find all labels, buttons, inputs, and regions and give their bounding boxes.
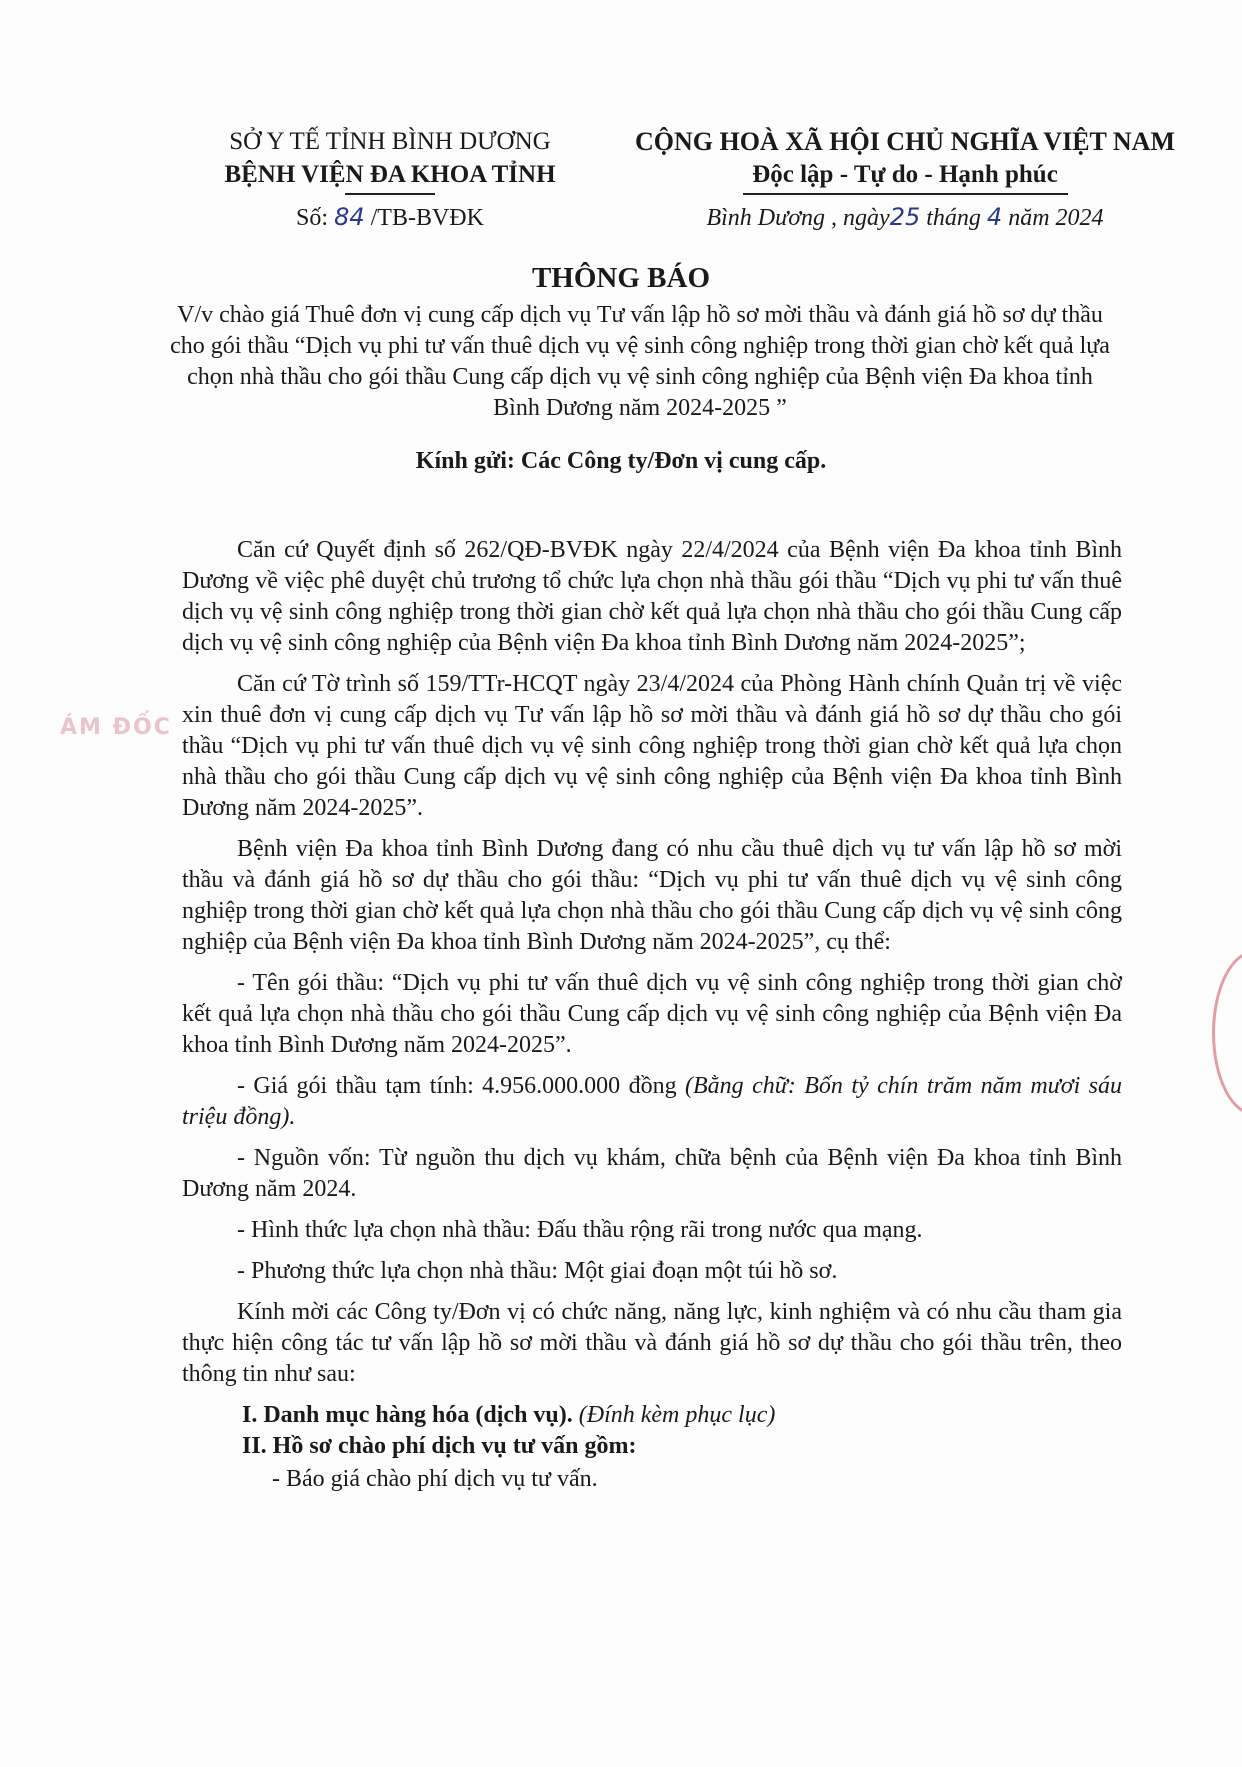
paragraph-invitation: Kính mời các Công ty/Đơn vị có chức năng, năng lực, kinh nghiệm và có nhu cầu tham gia thực hiện công tác tư vấn lập hồ sơ mời thầu và đánh giá hồ sơ dự thầu cho gói thầu trên, theo thông tin như sau: — [182, 1299, 1122, 1387]
date-month-handwritten: 4 — [986, 203, 1003, 231]
national-header — [610, 125, 1200, 234]
doc-no-suffix: /TB-BVĐK — [370, 205, 484, 231]
document-number — [180, 201, 600, 234]
doc-no-handwritten: 84 — [334, 203, 365, 231]
motto-underline — [743, 193, 1068, 195]
paragraph-basis-decision: Căn cứ Quyết định số 262/QĐ-BVĐK ngày 22/4/2024 của Bệnh viện Đa khoa tỉnh Bình Dương về việc phê duyệt chủ trương tổ chức lựa chọn nhà thầu gói thầu “Dịch vụ phi tư vấn thuê dịch vụ vệ sinh công nghiệp trong thời gian chờ kết quả lựa chọn nhà thầu cho gói thầu Cung cấp dịch vụ vệ sinh công nghiệp của Bệnh viện Đa khoa tỉnh Bình Dương năm 2024-2025”; — [182, 537, 1122, 656]
hospital-name: BỆNH VIỆN ĐA KHOA TỈNH — [224, 161, 556, 188]
section-1-heading — [182, 1400, 1122, 1431]
paragraph-selection-method: - Phương thức lựa chọn nhà thầu: Một giai đoạn một túi hồ sơ. — [237, 1258, 838, 1284]
nation-name: CỘNG HOÀ XÃ HỘI CHỦ NGHĨA VIỆT NAM — [634, 127, 1176, 156]
margin-seal-fragment — [1212, 950, 1242, 1116]
department-name: SỞ Y TẾ TỈNH BÌNH DƯƠNG — [229, 128, 551, 155]
bleed-through-stamp-text: ÁM ĐỐC — [60, 715, 172, 740]
section-2-title: II. Hồ sơ chào phí dịch vụ tư vấn gồm: — [242, 1433, 637, 1459]
section-1-note: (Đính kèm phục lục) — [572, 1402, 776, 1428]
issuer-underline — [345, 193, 435, 195]
paragraph-need: Bệnh viện Đa khoa tỉnh Bình Dương đang có nhu cầu thuê dịch vụ tư vấn lập hồ sơ mời thầu và đánh giá hồ sơ dự thầu cho gói thầu: “Dịch vụ phi tư vấn thuê dịch vụ vệ sinh công nghiệp trong thời gian chờ kết quả lựa chọn nhà thầu cho gói thầu Cung cấp dịch vụ vệ sinh công nghiệp của Bệnh viện Đa khoa tỉnh Bình Dương năm 2024-2025”, cụ thể: — [182, 836, 1122, 955]
paragraph-basis-submission: Căn cứ Tờ trình số 159/TTr-HCQT ngày 23/4/2024 của Phòng Hành chính Quản trị về việc xin thuê đơn vị cung cấp dịch vụ Tư vấn lập hồ sơ mời thầu và đánh giá hồ sơ dự thầu cho gói thầu “Dịch vụ phi tư vấn thuê dịch vụ vệ sinh công nghiệp trong thời gian chờ kết quả lựa chọn nhà thầu cho gói thầu Cung cấp dịch vụ vệ sinh công nghiệp của Bệnh viện Đa khoa tỉnh Bình Dương năm 2024-2025”. — [182, 671, 1122, 821]
price-text: - Giá gói thầu tạm tính: 4.956.000.000 đồng — [237, 1073, 686, 1099]
price-in-words: (Bằng chữ: Bốn tỷ chín trăm năm mươi sáu triệu đồng). — [182, 1073, 1122, 1130]
date-month-label: tháng — [926, 205, 981, 231]
national-motto: Độc lập - Tự do - Hạnh phúc — [752, 161, 1058, 188]
recipient-line: Kính gửi: Các Công ty/Đơn vị cung cấp. — [415, 448, 827, 474]
issuer-block — [180, 125, 600, 234]
paragraph-selection-form: - Hình thức lựa chọn nhà thầu: Đấu thầu rộng rãi trong nước qua mạng. — [237, 1217, 923, 1243]
issue-date — [610, 201, 1200, 234]
doc-no-prefix: Số: — [296, 205, 329, 231]
section-2-heading — [182, 1431, 1122, 1462]
section-2-item-1: - Báo giá chào phí dịch vụ tư vấn. — [272, 1466, 598, 1492]
paragraph-package-price — [182, 1071, 1122, 1133]
date-place: Bình Dương , ngày — [706, 205, 890, 231]
document-subject: V/v chào giá Thuê đơn vị cung cấp dịch vụ Tư vấn lập hồ sơ mời thầu và đánh giá hồ sơ dự thầu cho gói thầu “Dịch vụ phi tư vấn thuê dịch vụ vệ sinh công nghiệp trong thời gian chờ kết quả lựa chọn nhà thầu cho gói thầu Cung cấp dịch vụ vệ sinh công nghiệp của Bệnh viện Đa khoa tỉnh Bình Dương năm 2024-2025 ” — [170, 302, 1110, 421]
section-1-title: I. Danh mục hàng hóa (dịch vụ). — [242, 1402, 573, 1428]
date-day-handwritten: 25 — [889, 203, 921, 231]
paragraph-funding: - Nguồn vốn: Từ nguồn thu dịch vụ khám, chữa bệnh của Bệnh viện Đa khoa tỉnh Bình Dương năm 2024. — [182, 1145, 1122, 1202]
date-year: năm 2024 — [1008, 205, 1104, 231]
document-title: THÔNG BÁO — [531, 262, 711, 294]
paragraph-package-name: - Tên gói thầu: “Dịch vụ phi tư vấn thuê dịch vụ vệ sinh công nghiệp trong thời gian chờ kết quả lựa chọn nhà thầu cho gói thầu Cung cấp dịch vụ vệ sinh công nghiệp của Bệnh viện Đa khoa tỉnh Bình Dương năm 2024-2025”. — [182, 970, 1122, 1058]
document-body — [182, 535, 1122, 1495]
